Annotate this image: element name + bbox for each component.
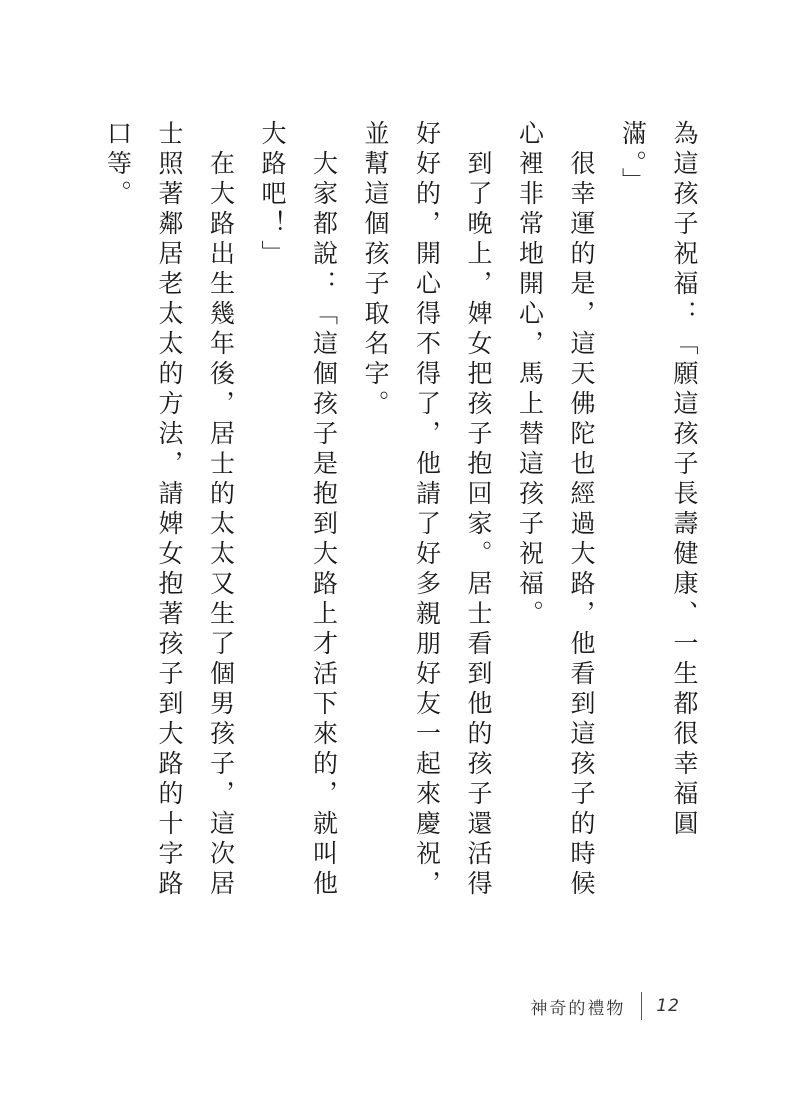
paragraph-2: 很幸運的是，這天佛陀也經過大路，他看到這孩子的時候心裡非常地開心，馬上替這孩子祝福。 (515, 120, 596, 900)
book-title: 神奇的禮物 (530, 998, 626, 1019)
page-footer (530, 988, 680, 1024)
page-number: 12 (656, 996, 680, 1016)
footer-divider (641, 992, 642, 1020)
paragraph-5: 在大路出生幾年後，居士的太太又生了個男孩子，這次居士照著鄰居老太太的方法，請婢女抱著孩子到大路的十字路口等。 (103, 120, 236, 900)
paragraph-1: 為這孩子祝福：「願這孩子長壽健康、一生都很幸福圓滿。」 (618, 120, 699, 840)
vertical-text-body (70, 120, 710, 900)
paragraph-4: 大家都說：「這個孩子是抱到大路上才活下來的，就叫他大路吧！」 (258, 120, 339, 900)
paragraph-3: 到了晚上，婢女把孩子抱回家。居士看到他的孩子還活得好好的，開心得不得了，他請了好多親朋好友一起來慶祝，並幫這個孩子取名字。 (361, 120, 493, 900)
